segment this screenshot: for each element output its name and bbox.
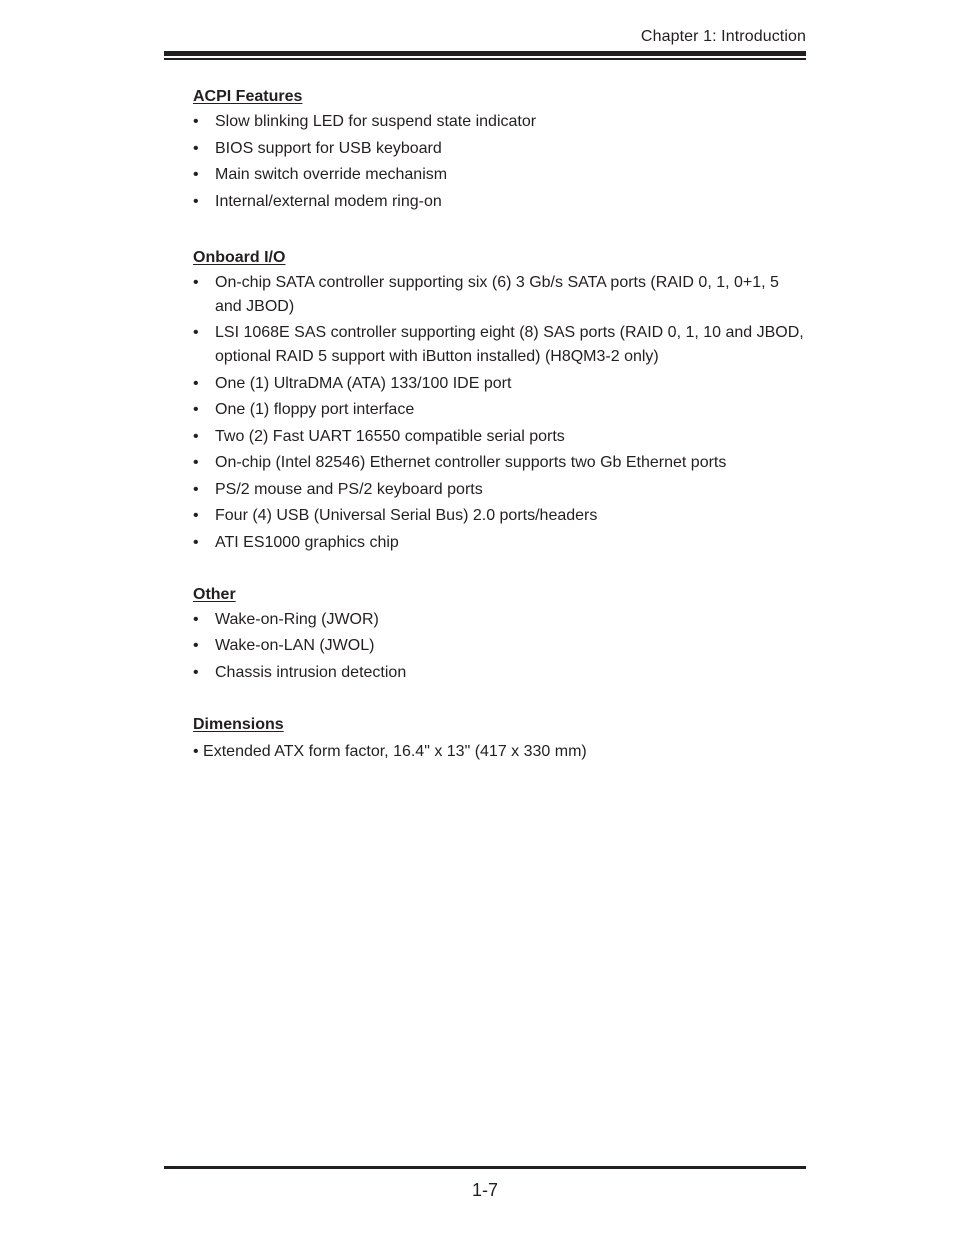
header-rule-thick bbox=[164, 51, 806, 56]
bullet-icon: • bbox=[193, 637, 199, 654]
list-item: • One (1) floppy port interface bbox=[193, 398, 808, 422]
bullet-icon: • bbox=[193, 324, 199, 341]
acpi-features-list bbox=[193, 110, 808, 214]
bullet-icon: • bbox=[193, 427, 199, 445]
list-item: • Chassis intrusion detection bbox=[193, 661, 808, 685]
dimensions-section bbox=[193, 714, 808, 764]
list-item: • Two (2) Fast UART 16550 compatible serial ports bbox=[193, 425, 808, 449]
list-item: • Wake-on-Ring (JWOR) bbox=[193, 608, 808, 632]
dimensions-text: • Extended ATX form factor, 16.4" x 13" (417 x 330 mm) bbox=[193, 742, 587, 760]
bullet-icon: • bbox=[193, 610, 199, 628]
bullet-icon: • bbox=[193, 374, 199, 392]
bullet-icon: • bbox=[193, 273, 199, 291]
page-content bbox=[193, 86, 808, 797]
list-item: • BIOS support for USB keyboard bbox=[193, 137, 808, 161]
bullet-icon: • bbox=[193, 166, 199, 183]
list-item: • On-chip (Intel 82546) Ethernet controller supports two Gb Ethernet ports bbox=[193, 451, 808, 475]
onboard-io-list bbox=[193, 271, 808, 555]
bullet-icon: • bbox=[193, 533, 199, 551]
bullet-icon: • bbox=[193, 480, 199, 498]
list-item: • Main switch override mechanism bbox=[193, 163, 808, 187]
list-item: • On-chip SATA controller supporting six (6) 3 Gb/s SATA ports (RAID 0, 1, 0+1, 5 and JBOD) bbox=[193, 271, 808, 319]
list-item: • ATI ES1000 graphics chip bbox=[193, 531, 808, 555]
chapter-header: Chapter 1: Introduction bbox=[640, 28, 806, 45]
list-item: • Wake-on-LAN (JWOL) bbox=[193, 634, 808, 658]
section-heading-acpi: ACPI Features bbox=[193, 88, 303, 105]
footer-rule bbox=[164, 1166, 806, 1169]
bullet-icon: • bbox=[193, 139, 199, 157]
bullet-icon: • bbox=[193, 113, 199, 130]
section-heading-other: Other bbox=[193, 585, 236, 603]
list-item: • Internal/external modem ring-on bbox=[193, 190, 808, 214]
section-heading-onboard-io: Onboard I/O bbox=[193, 248, 286, 266]
list-item: • One (1) UltraDMA (ATA) 133/100 IDE port bbox=[193, 372, 808, 396]
bullet-icon: • bbox=[193, 192, 199, 210]
page-number: 1-7 bbox=[471, 1180, 498, 1200]
other-section bbox=[193, 584, 808, 685]
bullet-icon: • bbox=[193, 401, 199, 418]
list-item: • PS/2 mouse and PS/2 keyboard ports bbox=[193, 478, 808, 502]
header-rule-thin bbox=[164, 58, 806, 60]
acpi-features-section bbox=[193, 86, 808, 214]
bullet-icon: • bbox=[193, 663, 199, 681]
list-item: • Slow blinking LED for suspend state indicator bbox=[193, 110, 808, 134]
section-heading-dimensions: Dimensions bbox=[193, 715, 284, 733]
list-item: • Four (4) USB (Universal Serial Bus) 2.0 ports/headers bbox=[193, 504, 808, 528]
other-list bbox=[193, 608, 808, 685]
bullet-icon: • bbox=[193, 507, 199, 524]
onboard-io-section bbox=[193, 247, 808, 555]
list-item: • LSI 1068E SAS controller supporting eight (8) SAS ports (RAID 0, 1, 10 and JBOD, optional RAID 5 support with iButton installed) (H8QM3-2 only) bbox=[193, 321, 808, 369]
bullet-icon: • bbox=[193, 454, 199, 471]
